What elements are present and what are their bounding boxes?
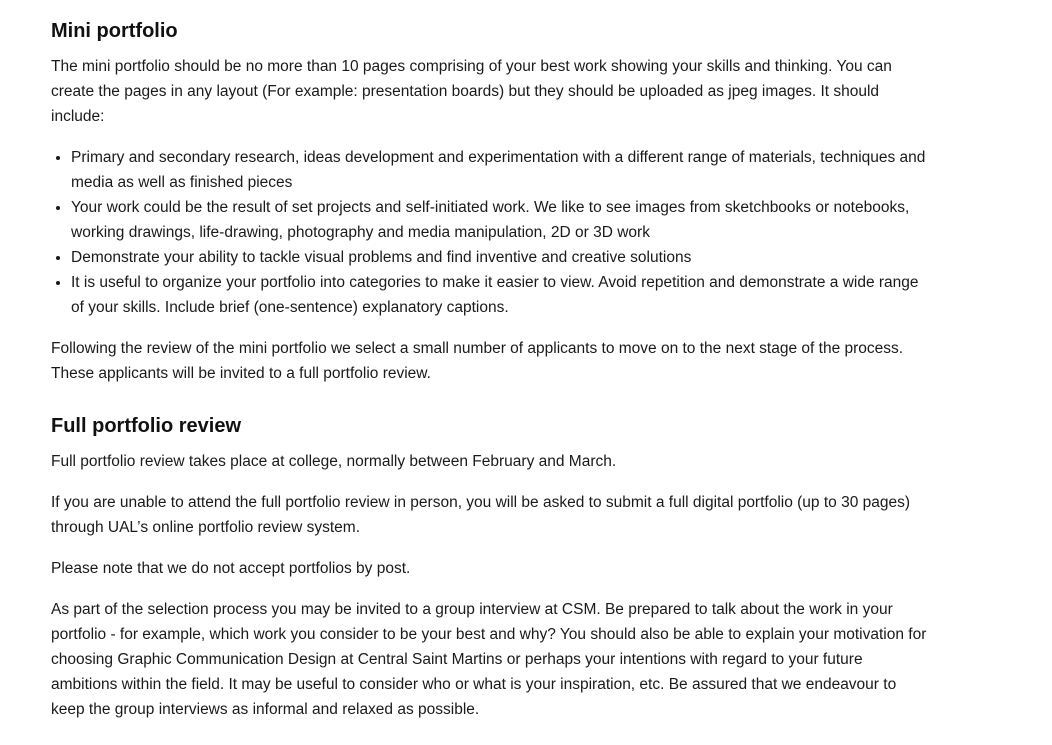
full-portfolio-paragraph-4: As part of the selection process you may be invited to a group interview at CSM. Be prepared to talk about the work in your portfolio - for example, which work you consider to be your best and why? You should also be able to explain your motivation for choosing Graphic Communication Design at Central Saint Martins or perhaps your intentions with regard to your future ambitions within the field. It may be useful to consider who or what is your inspiration, etc. Be assured that we endeavour to keep the group interviews as informal and relaxed as possible. xyxy=(51,601,927,718)
list-item: • Demonstrate your ability to tackle visual problems and find inventive and creative solutions xyxy=(71,245,931,270)
full-portfolio-paragraph-3: Please note that we do not accept portfolios by post. xyxy=(51,560,411,577)
list-item: • Your work could be the result of set projects and self-initiated work. We like to see images from sketchbooks or notebooks, working drawings, life-drawing, photography and media manipulation, 2D or 3D work xyxy=(71,195,931,245)
full-portfolio-heading: Full portfolio review xyxy=(51,415,242,437)
full-portfolio-paragraph-1: Full portfolio review takes place at college, normally between February and March. xyxy=(51,453,617,470)
full-portfolio-paragraph-2: If you are unable to attend the full portfolio review in person, you will be asked to submit a full digital portfolio (up to 30 pages) through UAL’s online portfolio review system. xyxy=(51,494,911,536)
mini-portfolio-heading: Mini portfolio xyxy=(51,20,178,42)
content-column xyxy=(51,17,931,722)
mini-portfolio-bullet-list xyxy=(51,145,931,320)
list-item: • It is useful to organize your portfolio into categories to make it easier to view. Avoid repetition and demonstrate a wide range of your skills. Include brief (one-sentence) explanatory captions. xyxy=(71,270,931,320)
list-item: • Primary and secondary research, ideas development and experimentation with a different range of materials, techniques and media as well as finished pieces xyxy=(71,145,931,195)
mini-portfolio-following: Following the review of the mini portfolio we select a small number of applicants to move on to the next stage of the process. These applicants will be invited to a full portfolio review. xyxy=(51,340,904,382)
mini-portfolio-intro: The mini portfolio should be no more than 10 pages comprising of your best work showing your skills and thinking. You can create the pages in any layout (For example: presentation boards) but they should be uploaded as jpeg images. It should include: xyxy=(51,58,892,125)
